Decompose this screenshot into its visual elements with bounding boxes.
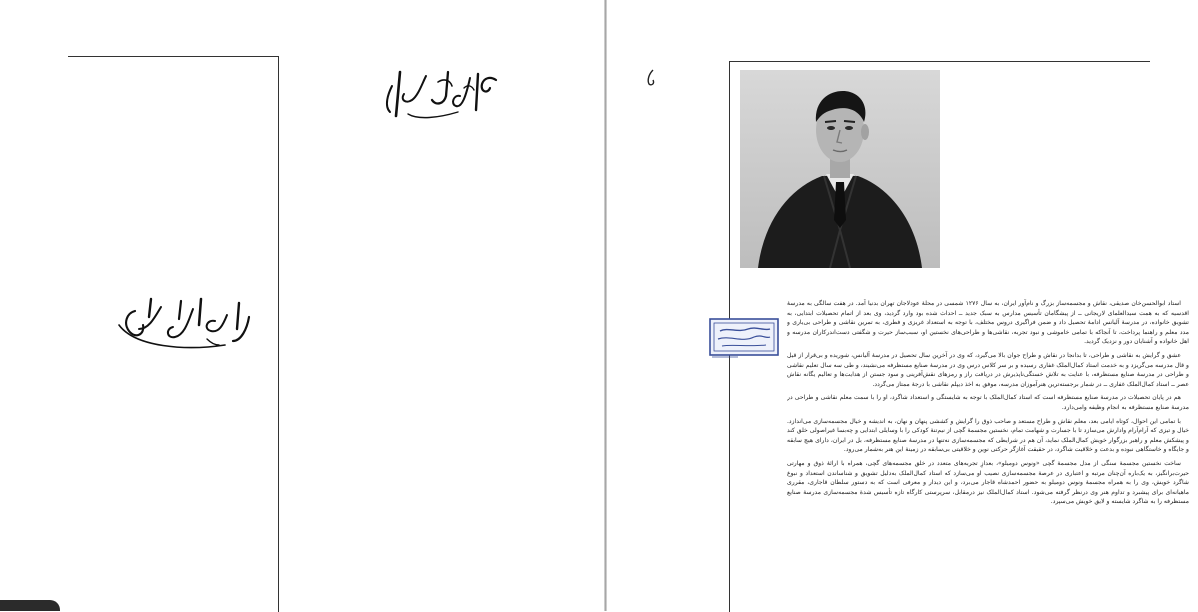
library-stamp-image (708, 317, 780, 365)
biography-paragraph: هم در پایان تحصیلات در مدرسهٔ صنایع مستظرفه است که استاد کمال‌الملک با توجه به شایستگی و استعداد شاگرد، او را با سمت معلم نقاشی و طراحی در مدرسهٔ صنایع مستظرفه به انجام وظیفه وامی‌دارد. (787, 394, 1189, 411)
page-corner-mark (643, 68, 657, 88)
scan-edge-shadow (0, 600, 60, 611)
biography-text (787, 299, 1189, 611)
biography-paragraph: عشق و گرایش به نقاشی و طراحی، تا بدانجا در نقاش و طراح جوان بالا می‌گیرد، که وی در آخرین سال تحصیل در مدرسهٔ آلیانس، شوریده و بی‌قرار از قیل و قال مدرسه می‌گریزد و به خدمت استاد کمال‌الملک غفاری رسیده و بر سر کلاس درس وی در مدرسهٔ صنایع مستظرفه می‌نشیند، و طی سه سال تعلیم نقاشی و طراحی در مدرسهٔ صنایع مستظرفه، با عنایت به تلاش خستگی‌ناپذیرش در دریافت راز و رمزهای نقش‌آفرینی و سود جستن از هدایت‌ها و تعالیم یگانه نقاش عصر ــ استاد کمال‌الملک غفاری ــ در شمار برجسته‌ترین هنرآموزان مدرسه، موفق به اخذ دیپلم نقاشی با درجهٔ ممتاز می‌گردد. (787, 351, 1189, 388)
portrait-photo-image (740, 70, 940, 268)
portrait-photo (740, 70, 940, 268)
library-stamp (708, 317, 780, 365)
biography-paragraph: با تمامی این احوال، کوتاه ایامی بعد، معلم نقاش و طراح مستعد و صاحب ذوق را گرایش و کششی پنهان و نهان، به اندیشه و خیال مجسمه‌سازی می‌اندازد. خیال و تیزی که آرام‌آرام وادارش می‌سازد تا با جسارت و شهامت تمام، نخستین مجسمهٔ گچی از نیم‌تنهٔ کودکی را با وسایلی ابتدایی و چه‌بسا غیراصولی خلق کند و پیشکش معلم و راهبر بزرگوار خویش کمال‌الملک نماید، آن هم در شرایطی که مجسمه‌سازی نه‌تنها در مدرسهٔ صنایع مستظرفه، بل در ایران، دارای هیچ سابقه و جایگاه و خاستگاهی نبوده و بدعت و خلاقیت شاگرد، در حقیقت آغازگر حرکتی نوین و خلاقیتی بی‌سابقه در زمینهٔ این هنر به‌شمار می‌رود. (787, 417, 1189, 454)
title-calligraphy (115, 295, 255, 355)
basmala-calligraphy (378, 66, 503, 126)
biography-paragraph: استاد ابوالحسن‌خان صدیقی، نقاش و مجسمه‌ساز بزرگ و نام‌آور ایران، به سال ۱۲۷۶ شمسی در محلهٔ عودلاجان تهران بدنیا آمد. در هفت سالگی به مدرسهٔ اقدسیه که به همت سیدالعلمای لاریجانی ــ از پیشگامان تأسیس مدارس به سبک جدید ــ احداث شده بود وارد گردید، وی بعد از اتمام تحصیلات ابتدایی، به تشویق خانواده، در مدرسهٔ آلیانس ادامهٔ تحصیل داد و ضمن فراگیری دروس مختلف، با توجه به استعداد غریزی و فطری، به تمرین نقاشی و طراحی بی‌یاری و مدد معلم و راهنما پرداخت، تا آنجاکه با تمامی خاموشی و نبود تجربه، نقاشی‌ها و طراحی‌های نخستین او، سبب‌ساز حیرت و شگفتی دست‌اندرکاران مدرسه و اهل خانواده و آشنایان دور و نزدیک گردید. (787, 300, 1189, 346)
right-page (607, 0, 1198, 611)
title-calligraphy-drawing (115, 295, 255, 355)
basmala-calligraphy-drawing (378, 66, 503, 126)
biography-paragraph: ساخت نخستین مجسمهٔ سنگی از مدل مجسمهٔ گچی «ونوس دومیلو»، بعدازِ تجربه‌های متعدد در خلق مجسمه‌های گچی، همراه با ارائهٔ ذوق و مهارتی حیرت‌برانگیز، به یک‌باره آن‌چنان مرتبه و اعتباری در عرصهٔ مجسمه‌سازی نصیب او می‌سازد که استاد کمال‌الملک به‌دلیل تشویق و شناساندن استعداد و نبوغ شاگرد خویش، وی را به همراه مجسمهٔ ونوس دومیلو به حضور احمدشاه قاجار می‌برد، و این دیدار و معرفی است که به دستور سلطان قاجاری، مقرری ماهیانه‌ای برای پیشبرد و تداوم هنر وی درنظر گرفته می‌شود. استاد کمال‌الملک نیز درمقابل، سرپرستی کارگاه تازه تأسیس شدهٔ مجسمه‌سازی مدرسهٔ صنایع مستظرفه را به شاگرد شایسته و لایق خویش می‌سپرد. (787, 459, 1189, 506)
